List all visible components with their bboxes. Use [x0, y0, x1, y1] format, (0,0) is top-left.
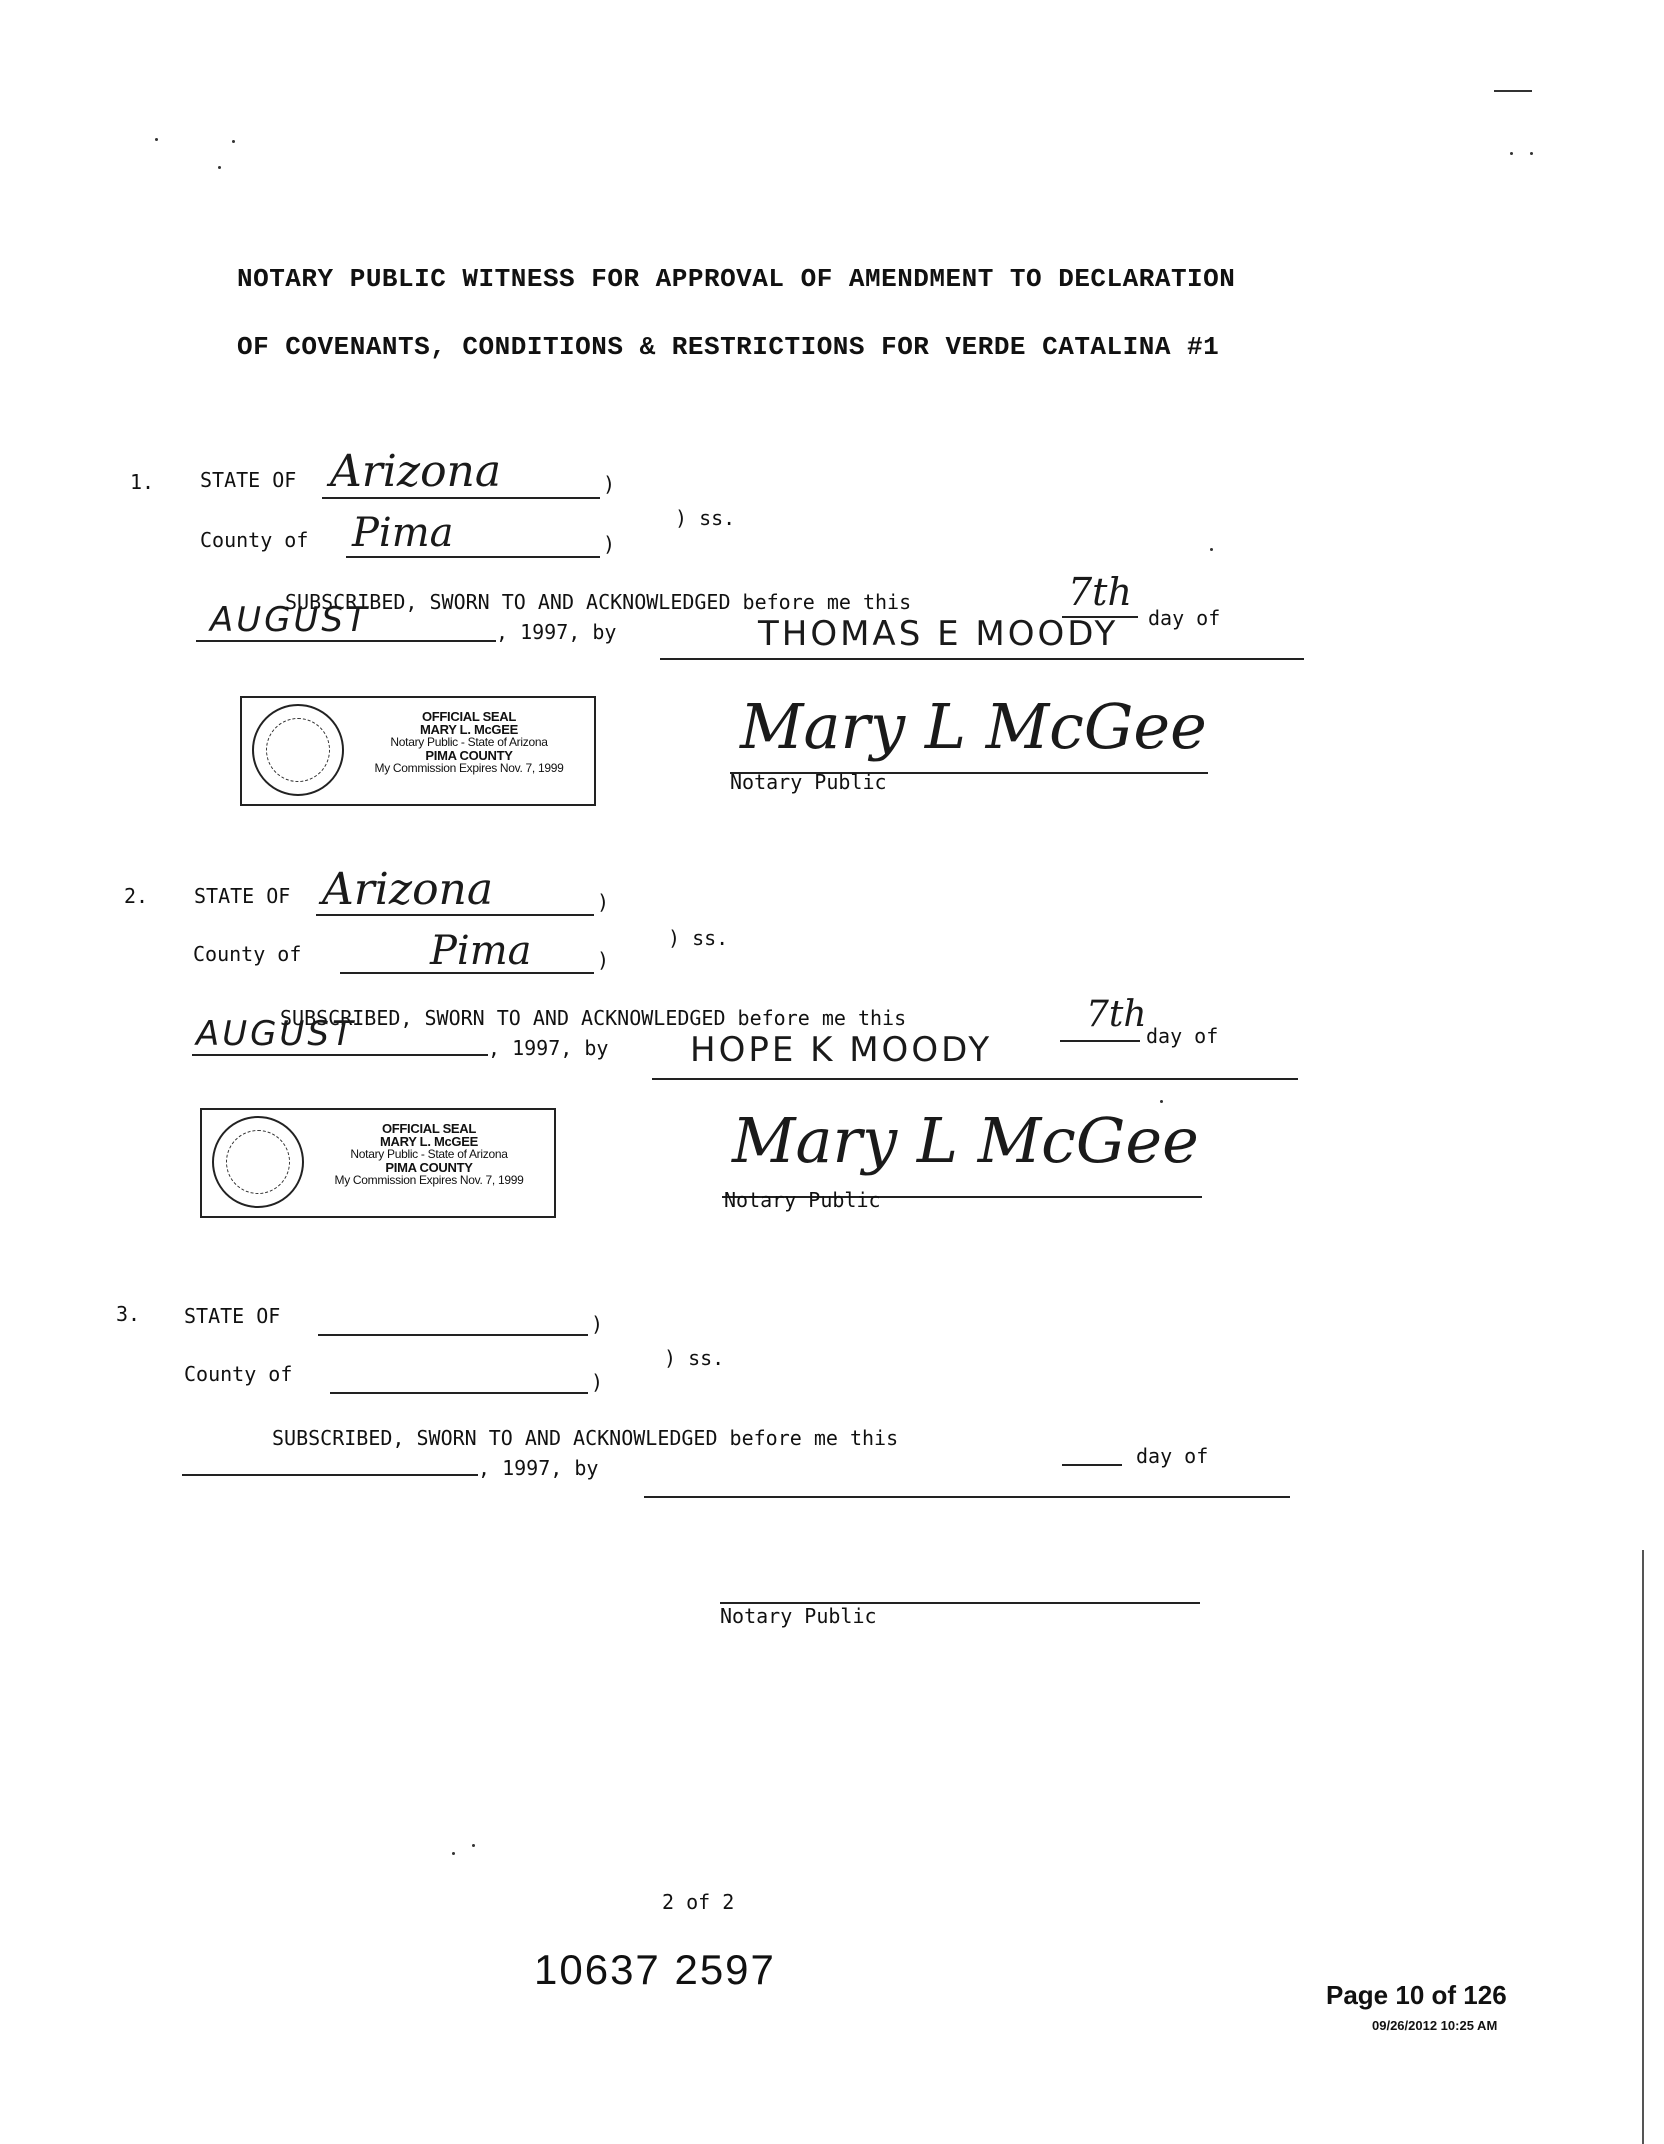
- month-underline: [192, 1054, 488, 1056]
- state-underline: [318, 1334, 588, 1336]
- state-label: STATE OF: [184, 1304, 281, 1328]
- county-label: County of: [193, 942, 302, 966]
- by-underline: [652, 1078, 1298, 1080]
- seal-line: My Commission Expires Nov. 7, 1999: [334, 1173, 524, 1187]
- block-number: 1.: [130, 470, 155, 494]
- seal-line: OFFICIAL SEAL: [421, 709, 517, 724]
- day-of-label: day of: [1136, 1444, 1209, 1468]
- scan-mark: [1494, 90, 1532, 92]
- state-handwritten: Arizona: [322, 864, 494, 915]
- official-seal-stamp: [240, 696, 596, 806]
- seal-line: PIMA COUNTY: [385, 1160, 473, 1175]
- county-handwritten: Pima: [430, 928, 532, 974]
- month-handwritten: AUGUST: [196, 1014, 356, 1054]
- subscribed-text: SUBSCRIBED, SWORN TO AND ACKNOWLEDGED before me this: [280, 1006, 907, 1030]
- year-by-text: , 1997, by: [496, 620, 617, 644]
- paren: ): [591, 1370, 604, 1394]
- scan-speck: [155, 138, 158, 141]
- ss-label: ) ss.: [675, 506, 736, 530]
- county-underline: [330, 1392, 588, 1394]
- record-number: 10637 2597: [534, 1946, 776, 1993]
- seal-line: Notary Public - State of Arizona: [350, 1147, 508, 1161]
- seal-text: [306, 1122, 552, 1187]
- state-label: STATE OF: [200, 468, 297, 492]
- by-handwritten: THOMAS E MOODY: [758, 614, 1119, 654]
- county-label: County of: [184, 1362, 293, 1386]
- state-underline: [322, 497, 600, 499]
- document-title-line-1: NOTARY PUBLIC WITNESS FOR APPROVAL OF AMENDMENT TO DECLARATION: [237, 264, 1236, 294]
- notary-public-label: Notary Public: [724, 1188, 881, 1212]
- seal-line: My Commission Expires Nov. 7, 1999: [374, 761, 564, 775]
- paren: ): [603, 532, 616, 556]
- county-label: County of: [200, 528, 309, 552]
- month-underline: [182, 1474, 478, 1476]
- scan-speck: [232, 140, 235, 143]
- print-timestamp: 09/26/2012 10:25 AM: [1372, 2018, 1498, 2033]
- page-count: 2 of 2: [662, 1890, 735, 1914]
- subscribed-text: SUBSCRIBED, SWORN TO AND ACKNOWLEDGED before me this: [285, 590, 912, 614]
- month-underline: [196, 640, 496, 642]
- ss-label: ) ss.: [668, 926, 729, 950]
- year-by-text: , 1997, by: [478, 1456, 599, 1480]
- by-handwritten: HOPE K MOODY: [690, 1030, 993, 1070]
- scan-speck: [1530, 152, 1533, 155]
- scan-speck: [472, 1844, 475, 1847]
- county-handwritten: Pima: [352, 510, 454, 556]
- seal-line: PIMA COUNTY: [425, 748, 513, 763]
- seal-text: [346, 710, 592, 775]
- seal-emblem-icon: [252, 704, 344, 796]
- paren: ): [591, 1312, 604, 1336]
- document-title-line-2: OF COVENANTS, CONDITIONS & RESTRICTIONS FOR VERDE CATALINA #1: [237, 332, 1220, 362]
- day-underline: [1060, 1040, 1140, 1042]
- scan-speck: [218, 166, 221, 169]
- day-of-label: day of: [1146, 1024, 1219, 1048]
- month-handwritten: AUGUST: [210, 600, 370, 640]
- seal-line: Notary Public - State of Arizona: [390, 735, 548, 749]
- subscribed-text: SUBSCRIBED, SWORN TO AND ACKNOWLEDGED before me this: [272, 1426, 899, 1450]
- by-underline: [660, 658, 1304, 660]
- seal-line: MARY L. McGEE: [420, 722, 518, 737]
- paren: ): [603, 472, 616, 496]
- seal-line: OFFICIAL SEAL: [381, 1121, 477, 1136]
- scan-speck: [452, 1852, 455, 1855]
- day-of-label: day of: [1148, 606, 1221, 630]
- notary-signature: Mary L McGee: [740, 690, 1207, 763]
- seal-emblem-icon: [212, 1116, 304, 1208]
- year-by-text: , 1997, by: [488, 1036, 609, 1060]
- state-label: STATE OF: [194, 884, 291, 908]
- day-underline: [1062, 1464, 1122, 1466]
- paren: ): [597, 890, 610, 914]
- scan-speck: [1510, 152, 1513, 155]
- scan-edge: [1642, 1550, 1644, 2144]
- state-handwritten: Arizona: [330, 446, 502, 497]
- page-reference: Page 10 of 126: [1326, 1980, 1507, 2010]
- county-underline: [346, 556, 600, 558]
- block-number: 2.: [124, 884, 149, 908]
- scan-speck: [1210, 548, 1213, 551]
- paren: ): [597, 948, 610, 972]
- notary-public-label: Notary Public: [730, 770, 887, 794]
- ss-label: ) ss.: [664, 1346, 725, 1370]
- scan-speck: [1160, 1100, 1163, 1103]
- notary-public-label: Notary Public: [720, 1604, 877, 1628]
- seal-line: MARY L. McGEE: [380, 1134, 478, 1149]
- official-seal-stamp: [200, 1108, 556, 1218]
- block-number: 3.: [116, 1302, 141, 1326]
- by-underline: [644, 1496, 1290, 1498]
- notary-signature: Mary L McGee: [732, 1104, 1199, 1177]
- day-handwritten: 7th: [1068, 570, 1132, 614]
- day-handwritten: 7th: [1086, 994, 1147, 1035]
